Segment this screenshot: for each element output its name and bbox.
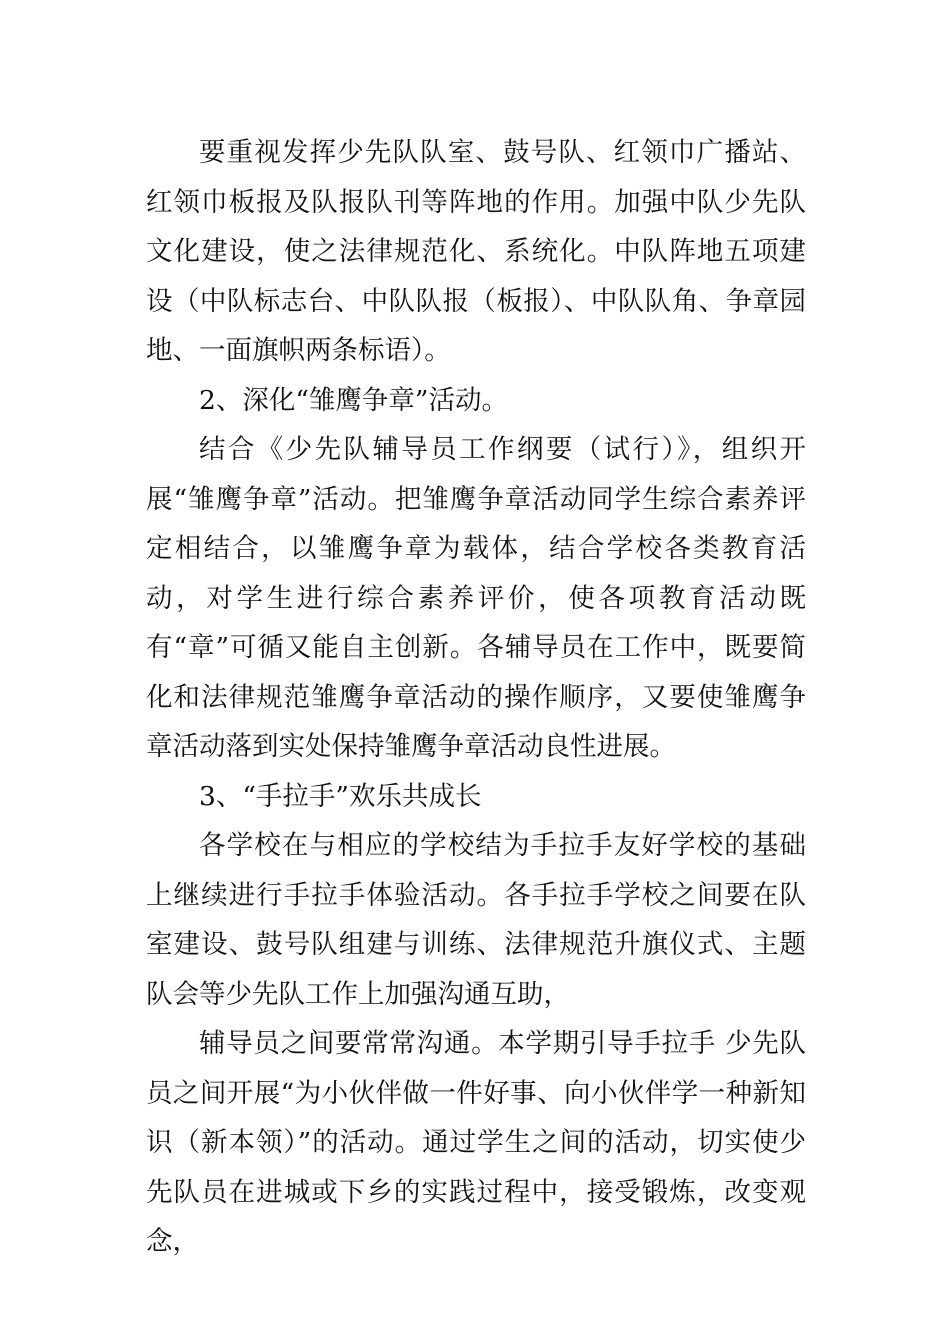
heading-hand-in-hand: 3、“手拉手”欢乐共成长 — [199, 780, 482, 812]
document-body — [146, 128, 806, 1267]
paragraph-eagle-badge: 结合《少先队辅导员工作纲要（试行）》，组织开展“雏鹰争章”活动。把雏鹰争章活动同学生综合素养评定相结合，以雏鹰争章为载体，结合学校各类教育活动，对学生进行综合素养评价，使各项教育活动既有“章”可循又能自主创新。各辅导员在工作中，既要简化和法律规范雏鹰争章活动的操作顺序，又要使雏鹰争章活动落到实处保持雏鹰争章活动良性进展。 — [146, 434, 806, 762]
paragraph-position-building: 要重视发挥少先队队室、鼓号队、红领巾广播站、红领巾板报及队报队刊等阵地的作用。加强中队少先队文化建设，使之法律规范化、系统化。中队阵地五项建设（中队标志台、中队队报（板报）、中队队角、争章园地、一面旗帜两条标语）。 — [146, 137, 806, 366]
heading-eagle-badge-activity: 2、深化“雏鹰争章”活动。 — [199, 384, 508, 416]
paragraph-hand-in-hand-schools: 各学校在与相应的学校结为手拉手友好学校的基础上继续进行手拉手体验活动。各手拉手学校之间要在队室建设、鼓号队组建与训练、法律规范升旗仪式、主题队会等少先队工作上加强沟通互助， — [146, 830, 806, 1010]
paragraph-counselor-communication: 辅导员之间要常常沟通。本学期引导手拉手 少先队员之间开展“为小伙伴做一件好事、向小伙伴学一种新知识（新本领）”的活动。通过学生之间的活动，切实使少先队员在进城或下乡的实践过程中，接受锻炼，改变观念， — [146, 1028, 806, 1257]
